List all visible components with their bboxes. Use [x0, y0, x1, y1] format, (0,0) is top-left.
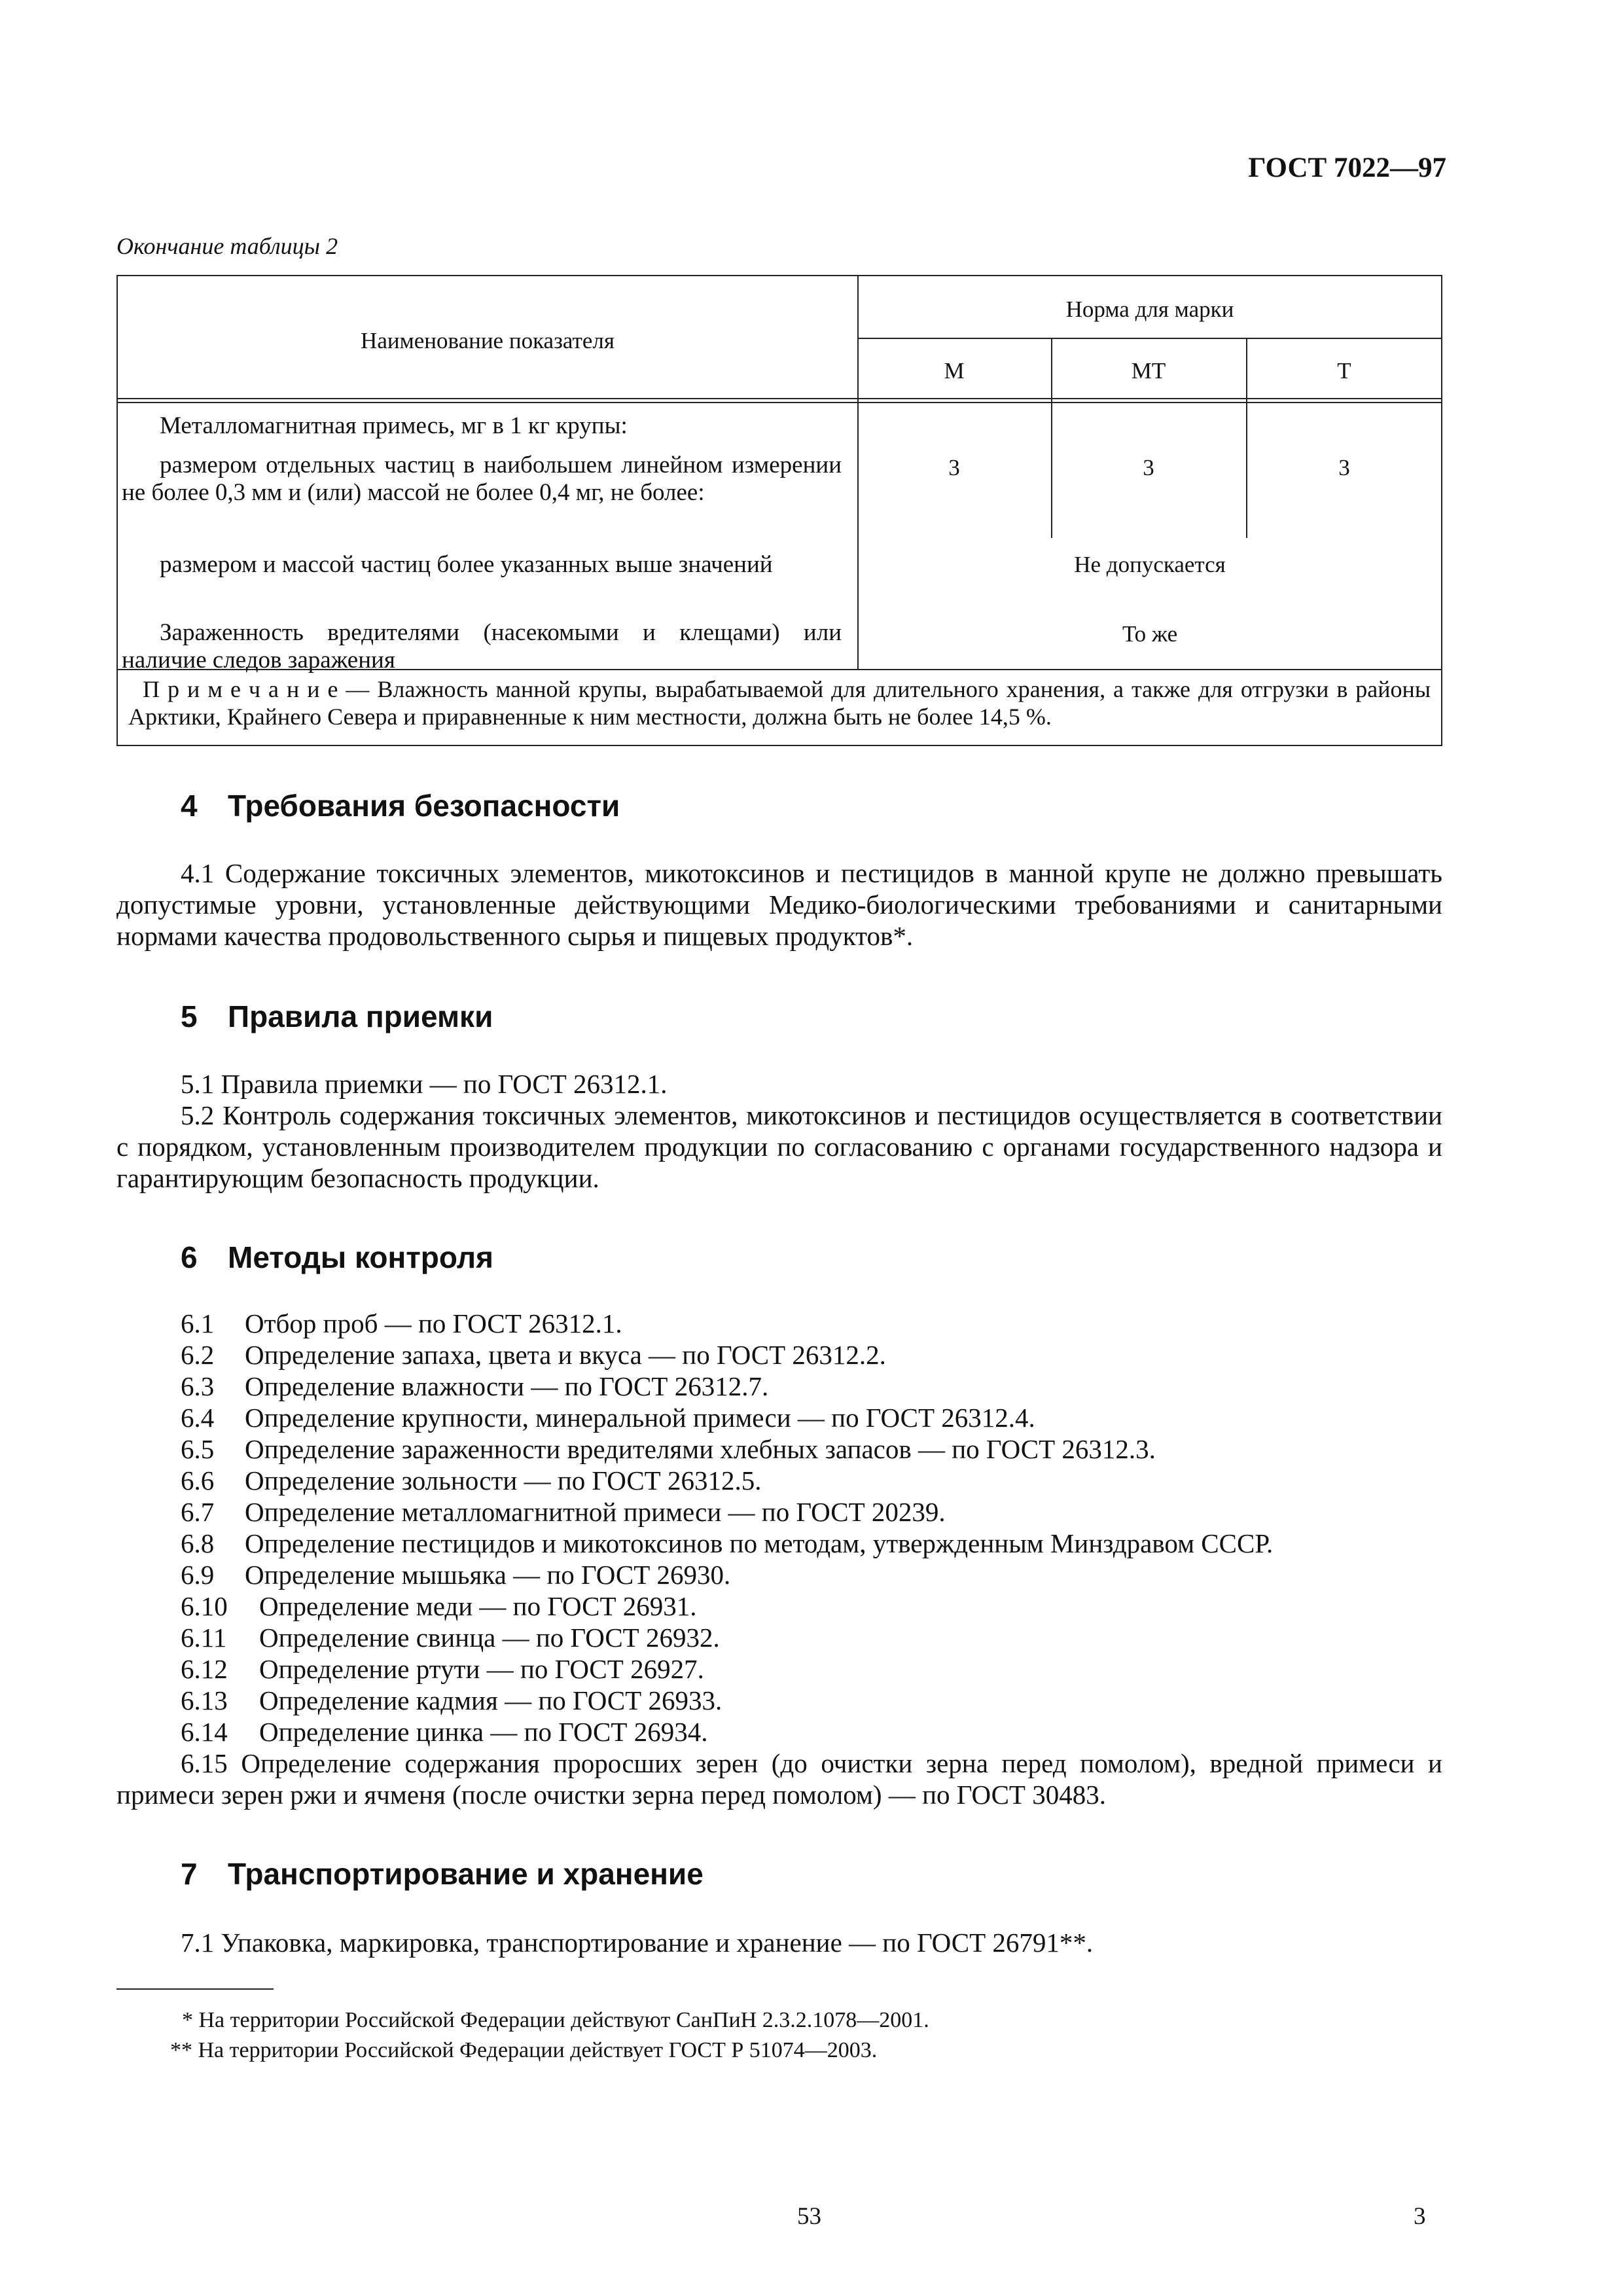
merged-cell-value: То же — [1122, 621, 1178, 647]
paragraph: 4.1 Содержание токсичных элементов, микотоксинов и пестицидов в манной крупе не должно превышать допустимые уровни, установленные действующими Медико-биологическими требованиями и санитарными нормами качества продовольственного сырья и пищевых продуктов*. — [116, 858, 1442, 951]
row-label: размером отдельных частиц в наибольшем линейном измерении не более 0,3 мм и (или) массой не более 0,4 мг, не более: — [122, 452, 842, 506]
footnote: ** На территории Российской Федерации действует ГОСТ Р 51074—2003. — [170, 2038, 878, 2062]
table-rule — [118, 398, 1442, 399]
paragraph: 5.1 Правила приемки — по ГОСТ 26312.1. — [181, 1069, 668, 1099]
list-item: 6.8 Определение пестицидов и микотоксинов по методам, утвержденным Минздравом СССР. — [181, 1528, 1274, 1558]
note-text: — Влажность манной крупы, вырабатываемой для длительного хранения, а также для отгрузки в районы Арктики, Крайнего Севера и приравненные к ним местности, должна быть не более 14,5 %. — [128, 676, 1431, 730]
section-heading: 7 Транспортирование и хранение — [181, 1857, 704, 1891]
section-heading: 5 Правила приемки — [181, 999, 493, 1033]
paragraph: 5.2 Контроль содержания токсичных элементов, микотоксинов и пестицидов осуществляется в соответствии с порядком, установленным производителем продукции по согласованию с органами государственного надзора и гарантирующим безопасность продукции. — [116, 1100, 1442, 1193]
list-item: 6.12 Определение ртути — по ГОСТ 26927. — [181, 1654, 704, 1684]
list-item: 6.14 Определение цинка — по ГОСТ 26934. — [181, 1717, 708, 1747]
section-heading: 6 Методы контроля — [181, 1240, 493, 1274]
list-item: 6.11 Определение свинца — по ГОСТ 26932. — [181, 1623, 720, 1653]
page-number: 53 — [797, 2203, 821, 2230]
list-item: 6.9 Определение мышьяка — по ГОСТ 26930. — [181, 1560, 731, 1590]
table-rule — [118, 402, 1442, 403]
paragraph: 7.1 Упаковка, маркировка, транспортирование и хранение — по ГОСТ 26791**. — [181, 1928, 1094, 1958]
row-label: Зараженность вредителями (насекомыми и клещами) или наличие следов заражения — [122, 619, 842, 673]
page-number: 3 — [1414, 2203, 1426, 2230]
table-note — [128, 675, 1431, 730]
cell-value: 3 — [1143, 455, 1154, 480]
note-lead: П р и м е ч а н и е — [143, 676, 338, 702]
paragraph: 6.15 Определение содержания проросших зерен (до очистки зерна перед помолом), вредной примеси и примеси зерен ржи и ячменя (после очистки зерна перед помолом) — по ГОСТ 30483. — [116, 1748, 1442, 1810]
row-label: Металломагнитная примесь, мг в 1 кг крупы: — [160, 412, 628, 439]
grade-header: М — [944, 358, 965, 384]
cell-value: 3 — [948, 455, 960, 480]
grade-header: Т — [1337, 358, 1351, 384]
cell-value: 3 — [1338, 455, 1350, 480]
table-rule — [857, 338, 1442, 339]
table-caption: Окончание таблицы 2 — [116, 233, 338, 259]
footnote: * На территории Российской Федерации действуют СанПиН 2.3.2.1078—2001. — [182, 2008, 929, 2032]
row-label: размером и массой частиц более указанных выше значений — [160, 551, 773, 578]
footnote-rule — [116, 1988, 274, 1990]
list-item: 6.4 Определение крупности, минеральной примеси — по ГОСТ 26312.4. — [181, 1403, 1035, 1433]
list-item: 6.5 Определение зараженности вредителями хлебных запасов — по ГОСТ 26312.3. — [181, 1434, 1156, 1464]
merged-cell-value: Не допускается — [1074, 552, 1226, 577]
list-item: 6.1 Отбор проб — по ГОСТ 26312.1. — [181, 1308, 622, 1338]
list-item: 6.6 Определение зольности — по ГОСТ 26312.5. — [181, 1465, 762, 1496]
list-item: 6.7 Определение металломагнитной примеси — по ГОСТ 20239. — [181, 1497, 946, 1527]
list-item: 6.13 Определение кадмия — по ГОСТ 26933. — [181, 1685, 722, 1715]
column-header-norm: Норма для марки — [1065, 296, 1234, 322]
document-code: ГОСТ 7022—97 — [1248, 152, 1446, 183]
grade-header: МТ — [1131, 358, 1166, 384]
list-item: 6.10 Определение меди — по ГОСТ 26931. — [181, 1591, 697, 1621]
column-header-indicator: Наименование показателя — [361, 328, 615, 353]
list-item: 6.2 Определение запаха, цвета и вкуса — по ГОСТ 26312.2. — [181, 1340, 886, 1370]
list-item: 6.3 Определение влажности — по ГОСТ 26312.7. — [181, 1371, 769, 1401]
section-heading: 4 Требования безопасности — [181, 789, 620, 823]
spec-table — [116, 275, 1442, 746]
